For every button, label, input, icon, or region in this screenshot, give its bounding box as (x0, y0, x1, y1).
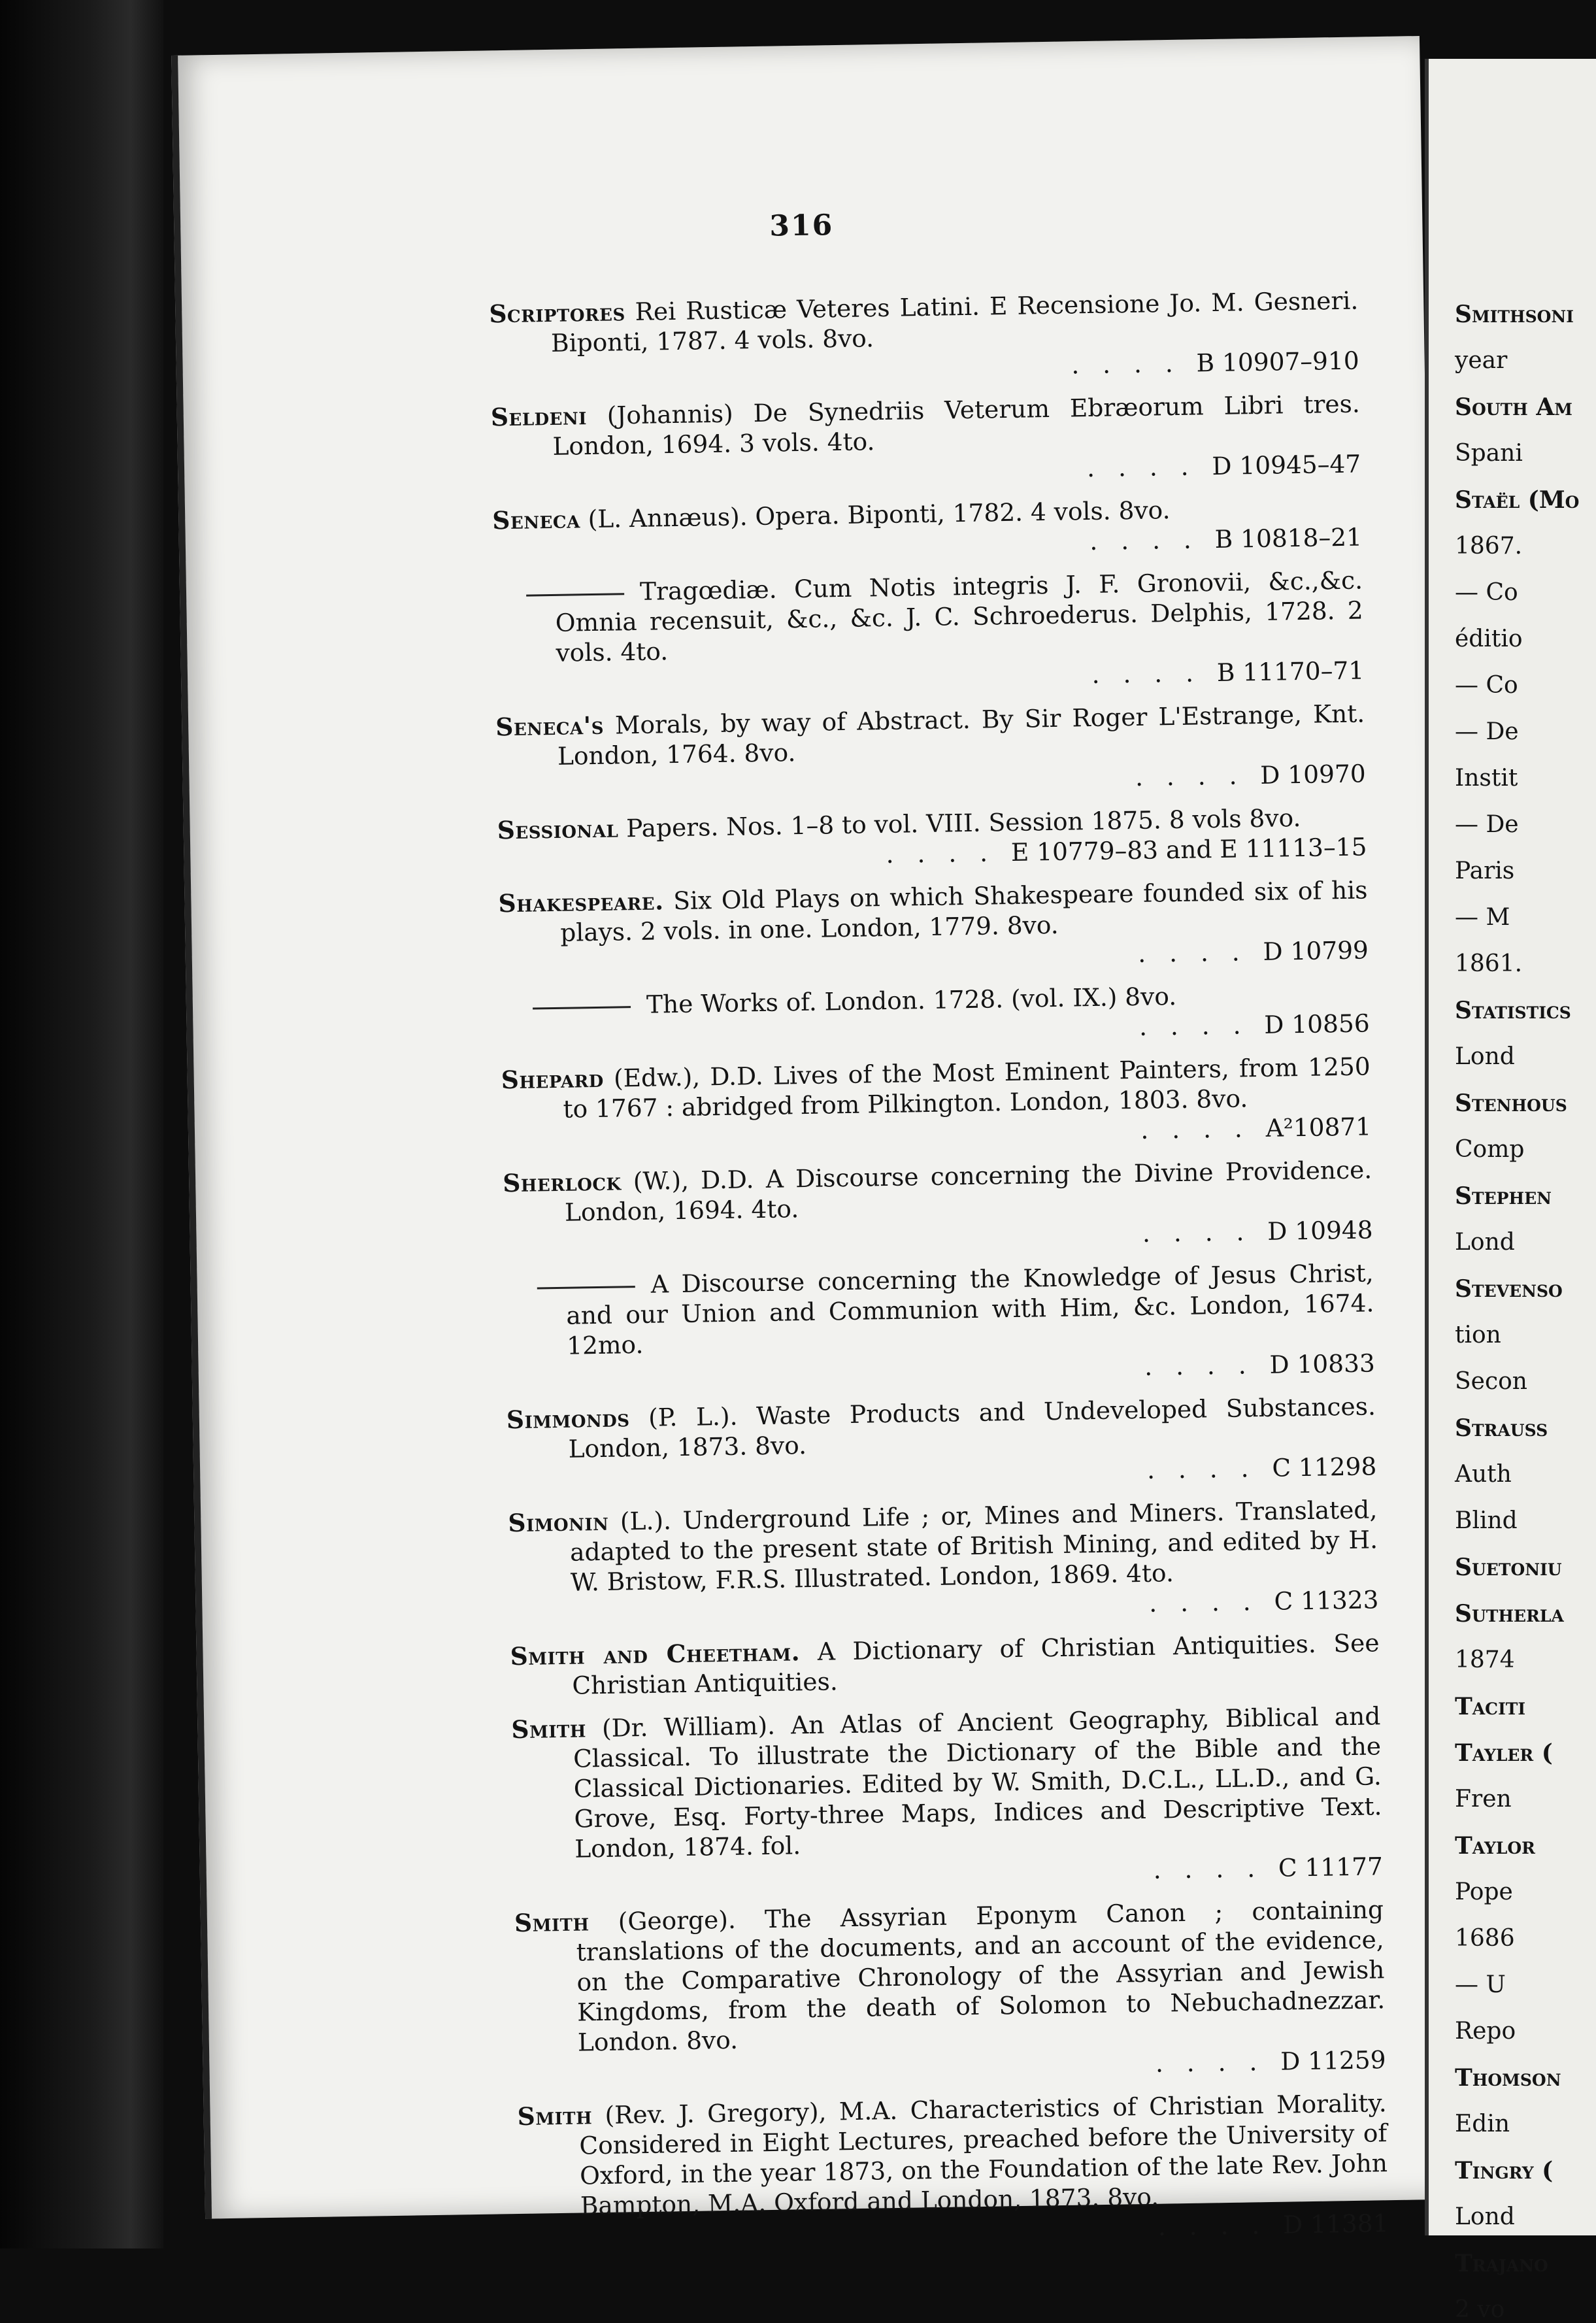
facing-page-fragment: 2 vo (1455, 2296, 1505, 2323)
catalogue-entry (489, 286, 1359, 390)
dot-leaders: . . . . (1135, 760, 1261, 792)
facing-page-fragment: 1867. (1455, 533, 1523, 560)
facing-page-fragment: tion (1455, 1322, 1501, 1348)
facing-page-fragment: Lond (1455, 1043, 1515, 1070)
entry-text (517, 2088, 1388, 2222)
shelf-mark: . . . . D 10945–47 (1086, 449, 1361, 483)
dot-leaders: . . . . (1155, 2047, 1281, 2078)
facing-page-fragment: Staël (Mo (1455, 486, 1580, 514)
shelf-mark: . . . . C 11298 (1146, 1452, 1377, 1484)
dot-leaders: . . . . (1137, 937, 1263, 968)
facing-page-fragment: Lond (1455, 2203, 1515, 2230)
catalogue-entry (517, 2088, 1388, 2252)
dot-leaders: . . . . (1153, 1853, 1279, 1884)
catalogue-entry (507, 1391, 1377, 1495)
facing-page-fragment: — U (1455, 1971, 1506, 1998)
facing-page-fragment: Smithsoni (1455, 301, 1574, 328)
facing-page-fragment: year (1455, 347, 1508, 374)
facing-page-fragment: 1874 (1455, 1646, 1515, 1673)
entry-heading: Smith (514, 1907, 590, 1938)
entry-heading: Simonin (508, 1507, 609, 1538)
entry-heading: Scriptores (489, 297, 626, 329)
facing-page-fragment: Pope (1455, 1879, 1513, 1905)
page-number: 316 (769, 209, 834, 243)
entry-body: (L.). Underground Life ; or, Mines and Miners. Translated, adapted to the present state of British Mining, and edited by H. W. Bristow, F.R.S. Illustrated. London, 1869. 4to. (569, 1495, 1378, 1597)
entry-body: Tragœdiæ. Cum Notis integris J. F. Gronovii, &c.,&c. Omnia recensuit, &c., &c. J. C. Schroederus. Delphis, 1728. 2 vols. 4to. (555, 565, 1364, 667)
shelf-mark: . . . . C 11177 (1153, 1852, 1384, 1884)
entry-body: The Works of. London. 1728. (vol. IX.) 8vo. (646, 982, 1177, 1019)
entry-heading: Shakespeare. (498, 886, 664, 918)
binding-shadow (0, 0, 163, 2248)
catalogue-entry (511, 1701, 1383, 1895)
entry-text (511, 1701, 1382, 1865)
shelf-mark: . . . . A²10871 (1140, 1112, 1372, 1145)
entry-body: (George). The Assyrian Eponym Canon ; containing translations of the documents, and an account of the evidence, on the Comparative Chronology of the Assyrian and Jewish Kingdoms, from the death of Solomon to Nebuchadnezzar. London. 8vo. (576, 1895, 1386, 2057)
facing-page-fragment: — De (1455, 811, 1519, 838)
entry-body: (L. Annæus). Opera. Biponti, 1782. 4 vols. 8vo. (580, 495, 1171, 534)
shelf-mark: . . . . E 10779–83 and E 11113–15 (886, 832, 1367, 869)
facing-page-fragment: — Co (1455, 579, 1518, 606)
catalogue-entry (501, 1051, 1371, 1155)
entry-heading: Smith (517, 2101, 593, 2131)
facing-page-fragment: Instit (1455, 765, 1518, 792)
entry-heading: Seldeni (490, 401, 588, 432)
shelf-mark: . . . . D 10856 (1139, 1009, 1370, 1041)
entry-heading: Seneca's (495, 710, 605, 742)
entry-body: Morals, by way of Abstract. By Sir Roger L'Estrange, Knt. London, 1764. 8vo. (557, 699, 1365, 771)
entry-text (493, 565, 1364, 669)
entry-heading: Smith (511, 1714, 587, 1745)
entry-text (504, 1258, 1374, 1362)
entry-heading: Sessional (497, 814, 619, 845)
facing-page-fragment: Auth (1455, 1461, 1512, 1488)
entry-heading: Shepard (501, 1063, 605, 1095)
entry-heading: Sherlock (502, 1167, 622, 1198)
facing-page-fragment: — De (1455, 718, 1519, 745)
facing-page-fragment: Trajano (1455, 2250, 1548, 2277)
entry-heading: Smith and Cheetham. (510, 1637, 801, 1671)
facing-page-fragment: Taylor (1455, 1832, 1535, 1860)
dot-leaders: . . . . (1139, 1010, 1265, 1041)
shelf-mark: . . . . D 10833 (1144, 1348, 1376, 1381)
facing-page-fragment: Blind (1455, 1507, 1518, 1534)
dot-leaders: . . . . (1086, 452, 1212, 483)
facing-page-fragment: Tayler ( (1455, 1739, 1553, 1767)
facing-page-fragment: — M (1455, 904, 1510, 931)
facing-page-fragment: Sutherla (1455, 1600, 1564, 1628)
facing-page-fragment: Strauss (1455, 1414, 1548, 1442)
shelf-mark: . . . . D 10799 (1137, 935, 1369, 968)
entry-text (514, 1894, 1386, 2058)
facing-page-fragment: 1686 (1455, 1925, 1515, 1952)
facing-page-fragment: Statistics (1455, 997, 1571, 1024)
shelf-mark: . . . . D 10948 (1142, 1215, 1373, 1248)
facing-page-fragment: — Co (1455, 672, 1518, 699)
entry-text (510, 1628, 1380, 1701)
entry-heading: Seneca (492, 505, 581, 535)
ditto-dash (537, 1286, 635, 1289)
entry-body: A Discourse concerning the Knowledge of Jesus Christ, and our Union and Communion with Him, &c. London, 1674. 12mo. (566, 1258, 1374, 1360)
dot-leaders: . . . . (1071, 348, 1197, 380)
facing-page-fragment: Suetoniu (1455, 1554, 1562, 1581)
shelf-mark: . . . . C 11323 (1148, 1585, 1379, 1618)
catalogue-entry (510, 1628, 1380, 1701)
adjacent-page-edge (1425, 59, 1596, 2323)
catalogue-entry (497, 801, 1367, 875)
facing-page-fragment: Comp (1455, 1136, 1525, 1163)
entry-body: Six Old Plays on which Shakespeare founded six of his plays. 2 vols. in one. London, 1779. 8vo. (559, 875, 1368, 947)
entry-body: Rei Rusticæ Veteres Latini. E Recensione Jo. M. Gesneri. Biponti, 1787. 4 vols. 8vo. (550, 286, 1359, 358)
facing-page-fragment: Thomson (1455, 2064, 1561, 2092)
dot-leaders: . . . . (1144, 1350, 1270, 1381)
facing-page-fragment: Edin (1455, 2111, 1510, 2137)
facing-page-fragment: Spani (1455, 440, 1523, 467)
shelf-mark: . . . . B 11170–71 (1091, 656, 1365, 689)
catalogue-entry (495, 698, 1366, 802)
dot-leaders: . . . . (1157, 2210, 1284, 2241)
ditto-dash (526, 593, 624, 596)
entry-heading: Simmonds (506, 1403, 630, 1435)
facing-page-fragment: Fren (1455, 1786, 1512, 1813)
facing-page-fragment: Taciti (1455, 1693, 1526, 1720)
dot-leaders: . . . . (1142, 1216, 1268, 1248)
facing-page-fragment: Paris (1455, 858, 1515, 884)
catalogue-entry (508, 1494, 1379, 1628)
catalogue-entries (489, 286, 1389, 2265)
entry-body: Papers. Nos. 1–8 to vol. VIII. Session 1875. 8 vols 8vo. (618, 803, 1301, 843)
facing-page-fragment: Stephen (1455, 1182, 1552, 1210)
entry-body: A Dictionary of Christian Antiquities. See Christian Antiquities. (572, 1628, 1380, 1700)
entry-body: (Rev. J. Gregory), M.A. Characteristics of Christian Morality. Considered in Eight Lectures, preached before the University of Oxford, in the year 1873, on the Foundation of the late Rev. John Bampton, M.A. Oxford and London, 1873. 8vo. (579, 2088, 1388, 2220)
dot-leaders: . . . . (1140, 1113, 1267, 1145)
facing-page-fragment: éditio (1455, 626, 1523, 652)
facing-page-fragment: Repo (1455, 2018, 1516, 2045)
entry-body: (W.), D.D. A Discourse concerning the Divine Providence. London, 1694. 4to. (564, 1155, 1372, 1227)
entry-body: (Johannis) De Synedriis Veterum Ebræorum Libri tres. London, 1694. 3 vols. 4to. (552, 389, 1361, 461)
entry-body: (Dr. William). An Atlas of Ancient Geography, Biblical and Classical. To illustrate the Dictionary of the Bible and the Classical Dictionaries. Edited by W. Smith, D.C.L., LL.D., and G. Grove, Esq. Forty-three Maps, Indices and Descriptive Text. London, 1874. fol. (573, 1701, 1382, 1863)
catalogue-entry (514, 1894, 1386, 2088)
entry-text (508, 1494, 1378, 1598)
catalogue-entry (503, 1154, 1373, 1258)
dot-leaders: . . . . (1146, 1453, 1272, 1484)
facing-page-fragment: Tingry ( (1455, 2157, 1554, 2184)
catalogue-entry (498, 875, 1369, 978)
catalogue-entry (500, 978, 1370, 1052)
facing-page-fragment: Secon (1455, 1368, 1527, 1395)
facing-page-fragment: 1861. (1455, 950, 1523, 977)
entry-body: (P. L.). Waste Products and Undeveloped Substances. London, 1873. 8vo. (568, 1392, 1376, 1463)
facing-page-fragment: Stenhous (1455, 1090, 1567, 1117)
catalogue-page (171, 36, 1454, 2241)
catalogue-entry (492, 492, 1362, 565)
shelf-mark: . . . . D 11381 (1157, 2209, 1389, 2241)
catalogue-entry (491, 389, 1361, 493)
ditto-dash (533, 1006, 631, 1009)
entry-body: (Edw.), D.D. Lives of the Most Eminent Painters, from 1250 to 1767 : abridged from Pilkington. London, 1803. 8vo. (563, 1052, 1371, 1124)
shelf-mark: . . . . B 10907–910 (1071, 346, 1360, 380)
dot-leaders: . . . . (1089, 525, 1216, 556)
facing-page-fragment: Stevenso (1455, 1275, 1563, 1303)
shelf-mark: . . . . B 10818–21 (1089, 522, 1363, 556)
dot-leaders: . . . . (1091, 658, 1218, 689)
shelf-mark: . . . . D 10970 (1135, 759, 1366, 792)
dot-leaders: . . . . (886, 837, 1012, 869)
catalogue-entry (504, 1258, 1375, 1392)
shelf-mark: . . . . D 11259 (1155, 2045, 1386, 2078)
catalogue-entry (493, 565, 1365, 699)
facing-page-fragment: Lond (1455, 1229, 1515, 1256)
dot-leaders: . . . . (1148, 1586, 1274, 1618)
facing-page-fragment: South Am (1455, 393, 1572, 421)
